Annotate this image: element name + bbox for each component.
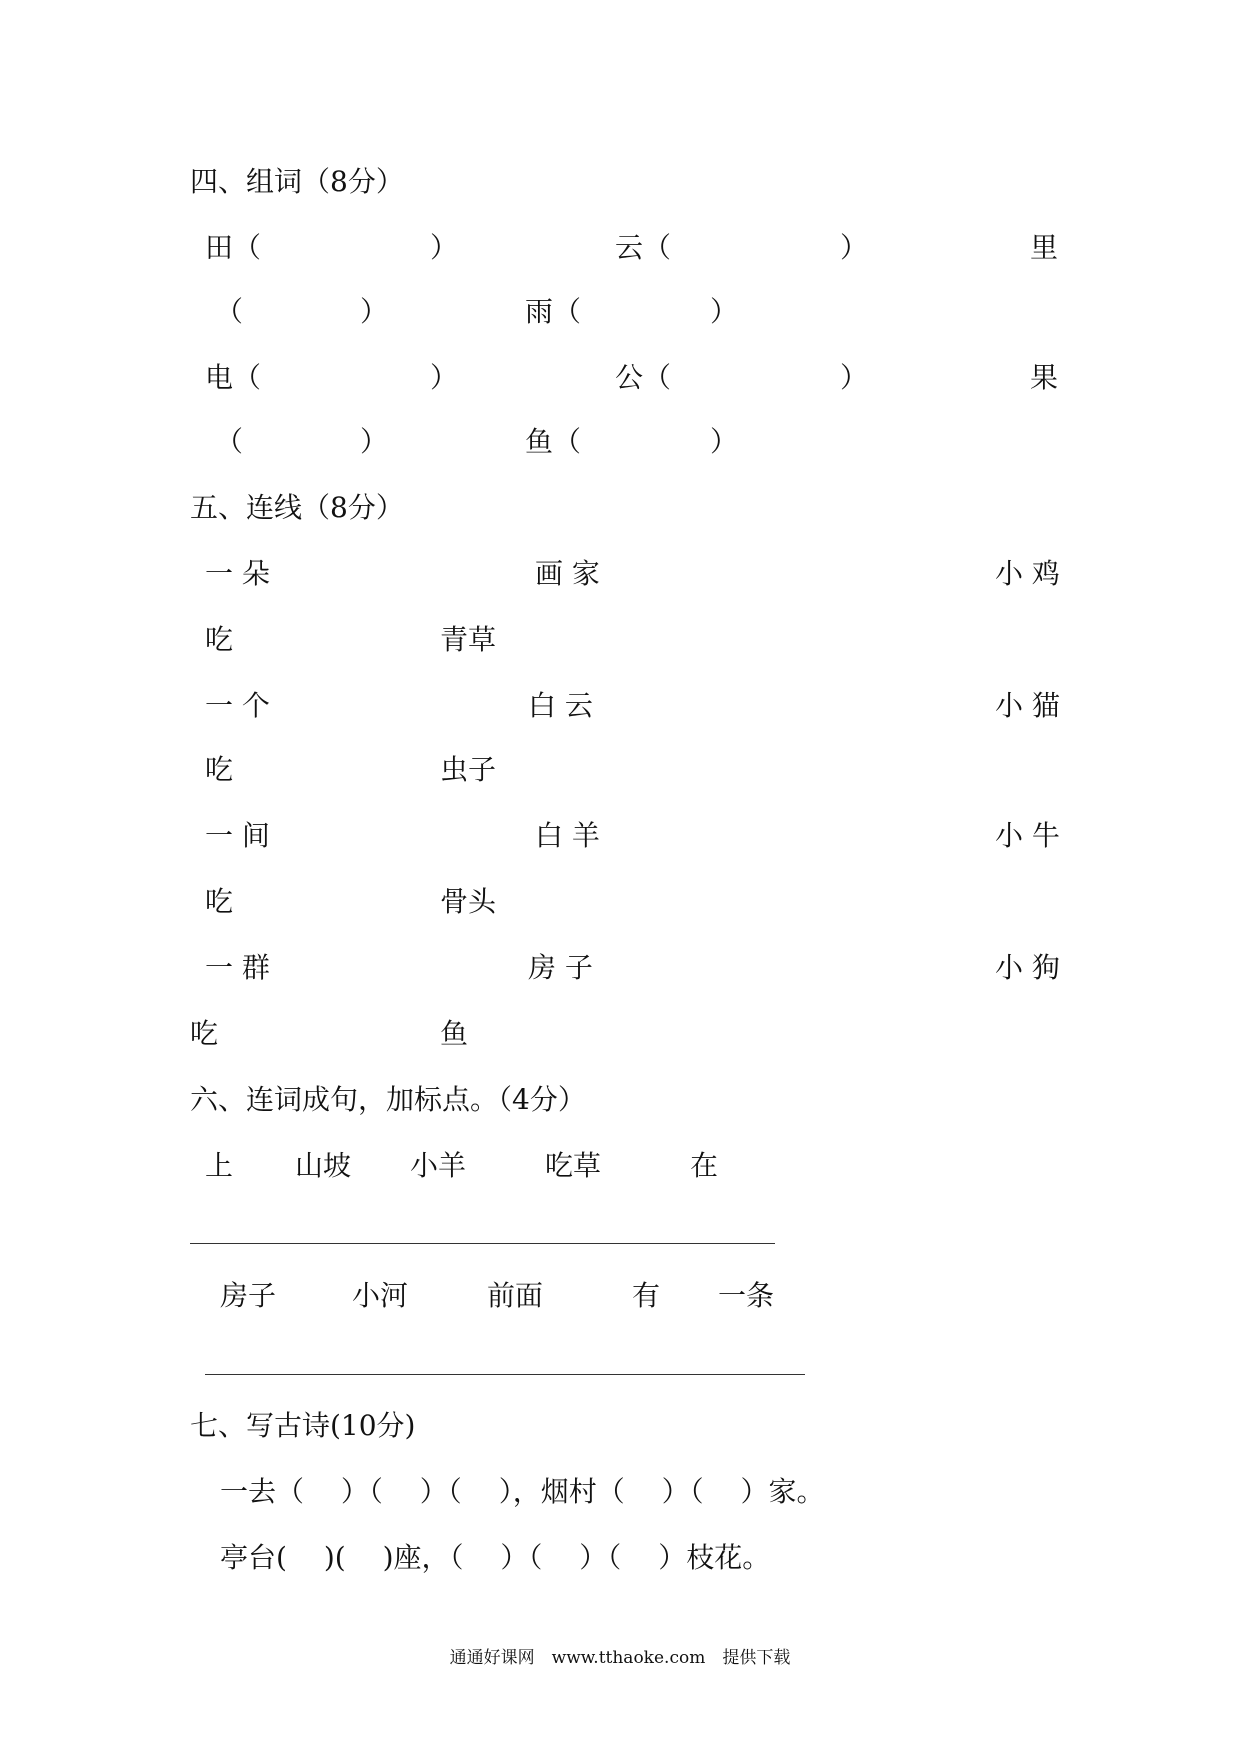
word-card: 有	[632, 1279, 661, 1312]
match-item: 小 猫	[995, 689, 1060, 722]
word-prompt: 果	[1030, 361, 1059, 394]
answer-line	[190, 1243, 775, 1244]
poem-line: 一去（ ）（ ）（ ），烟村（ ）（ ）家。	[220, 1475, 825, 1508]
word-card: 一条	[718, 1279, 775, 1312]
footer-credit: 通通好课网 www.tthaoke.com 提供下载	[449, 1648, 791, 1668]
word-card: 前面	[487, 1279, 544, 1312]
paren-close: ）	[430, 361, 459, 394]
match-item: 画 家	[535, 557, 600, 590]
paren-open: （	[215, 425, 244, 458]
match-item: 房 子	[528, 951, 593, 984]
word-prompt: 里	[1030, 231, 1059, 264]
word-card: 山坡	[295, 1149, 352, 1182]
match-item: 一 间	[205, 819, 270, 852]
match-item: 吃	[205, 623, 234, 656]
word-prompt: 雨（	[525, 295, 582, 328]
word-card: 小河	[352, 1279, 409, 1312]
word-card: 房子	[220, 1279, 277, 1312]
match-item: 吃	[205, 753, 234, 786]
word-prompt: 公（	[615, 361, 672, 394]
paren-close: ）	[360, 295, 389, 328]
match-item: 一 个	[205, 689, 270, 722]
paren-close: ）	[840, 361, 869, 394]
match-item: 骨头	[440, 885, 497, 918]
match-item: 青草	[440, 623, 497, 656]
match-item: 虫子	[440, 753, 497, 786]
paren-close: ）	[430, 231, 459, 264]
match-item: 小 狗	[995, 951, 1060, 984]
word-card: 吃草	[545, 1149, 602, 1182]
word-prompt: 电（	[205, 361, 262, 394]
answer-line	[205, 1374, 805, 1375]
match-item: 小 鸡	[995, 557, 1060, 590]
section5-heading: 五、连线（8分）	[190, 491, 404, 524]
paren-close: ）	[360, 425, 389, 458]
section4-heading: 四、组词（8分）	[190, 165, 404, 198]
poem-line: 亭台( )( )座，（ ）（ ）（ ）枝花。	[220, 1541, 771, 1574]
word-card: 小羊	[410, 1149, 467, 1182]
match-item: 吃	[205, 885, 234, 918]
paren-close: ）	[710, 295, 739, 328]
match-item: 白 云	[528, 689, 593, 722]
paren-close: ）	[840, 231, 869, 264]
word-card: 在	[690, 1149, 719, 1182]
section6-heading: 六、连词成句，加标点。（4分）	[190, 1083, 586, 1116]
word-prompt: 田（	[205, 231, 262, 264]
match-item: 小 牛	[995, 819, 1060, 852]
match-item: 白 羊	[535, 819, 600, 852]
match-item: 一 朵	[205, 557, 270, 590]
word-prompt: 云（	[615, 231, 672, 264]
section7-heading: 七、写古诗(10分)	[190, 1409, 416, 1442]
word-prompt: 鱼（	[525, 425, 582, 458]
match-item: 鱼	[440, 1017, 469, 1050]
paren-close: ）	[710, 425, 739, 458]
paren-open: （	[215, 295, 244, 328]
match-item: 吃	[190, 1017, 219, 1050]
match-item: 一 群	[205, 951, 270, 984]
word-card: 上	[205, 1149, 234, 1182]
